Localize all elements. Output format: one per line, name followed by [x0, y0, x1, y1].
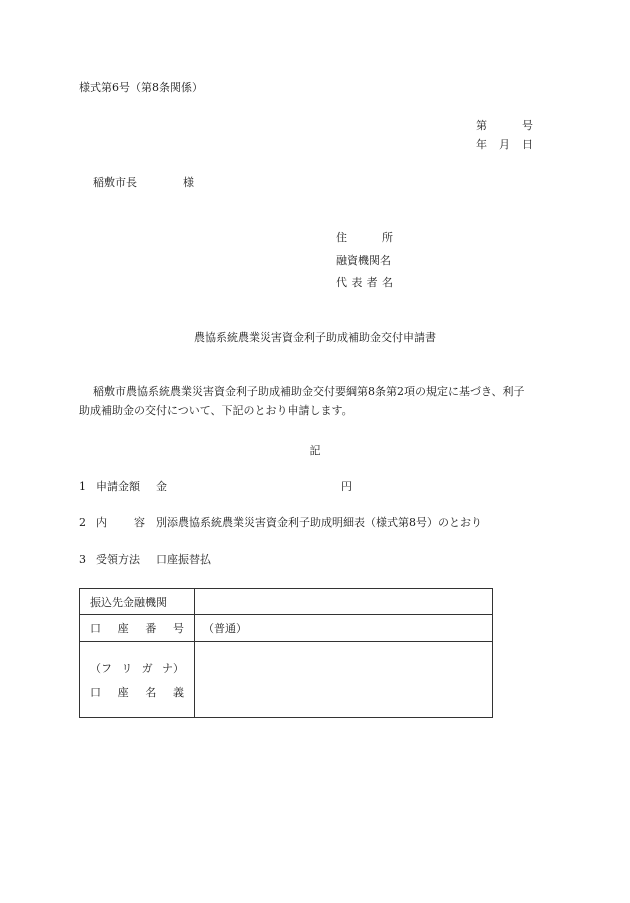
account-name-label-cell	[80, 642, 195, 718]
account-type: （普通）	[195, 615, 493, 642]
addressee-honorific: 様	[183, 176, 194, 189]
item3-label: 受領方法	[96, 553, 140, 566]
furigana-label: （フ リ ガ ナ）	[90, 661, 184, 675]
date-day: 日	[522, 138, 533, 151]
item2-number: 2	[79, 516, 86, 529]
applicant-institution-label: 融資機関名	[336, 254, 391, 267]
document-number-line	[476, 119, 533, 133]
body-line-2: 助成補助金の交付について、下記のとおり申請します。	[79, 404, 353, 417]
item2-label: 内 容	[96, 516, 145, 529]
item2-value: 別添農協系統農業災害資金利子助成明細表（様式第8号）のとおり	[156, 516, 482, 529]
account-name-value-cell	[195, 642, 493, 718]
bank-account-table	[79, 588, 493, 718]
doc-no-dai: 第	[476, 119, 487, 132]
bank-label: 振込先金融機関	[80, 589, 195, 615]
document-title: 農協系統農業災害資金利子助成補助金交付申請書	[194, 331, 436, 344]
account-number-label: 口 座 番 号	[80, 615, 195, 642]
item1-unit: 円	[341, 480, 352, 493]
body-line-1: 稲敷市農協系統農業災害資金利子助成補助金交付要綱第8条第2項の規定に基づき、利子	[93, 385, 525, 398]
applicant-address-label: 住 所	[336, 231, 393, 244]
item1-label: 申請金額	[96, 480, 140, 493]
account-name-label: 口 座 名 義	[90, 685, 184, 699]
addressee-name: 稲敷市長	[93, 176, 137, 189]
date-month: 月	[499, 138, 510, 151]
form-number: 様式第6号（第8条関係）	[79, 81, 203, 94]
item3-value: 口座振替払	[156, 553, 211, 566]
item1-prefix: 金	[156, 480, 167, 493]
date-line	[476, 138, 533, 152]
applicant-representative-label: 代 表 者 名	[336, 276, 393, 289]
doc-no-go: 号	[522, 119, 533, 132]
item1-number: 1	[79, 480, 86, 493]
bank-row	[80, 589, 493, 615]
account-number-row	[80, 615, 493, 642]
account-name-row	[80, 642, 493, 718]
item3-number: 3	[79, 553, 86, 566]
bank-value-cell	[195, 589, 493, 615]
date-year: 年	[476, 138, 487, 151]
ki-heading: 記	[309, 444, 321, 457]
